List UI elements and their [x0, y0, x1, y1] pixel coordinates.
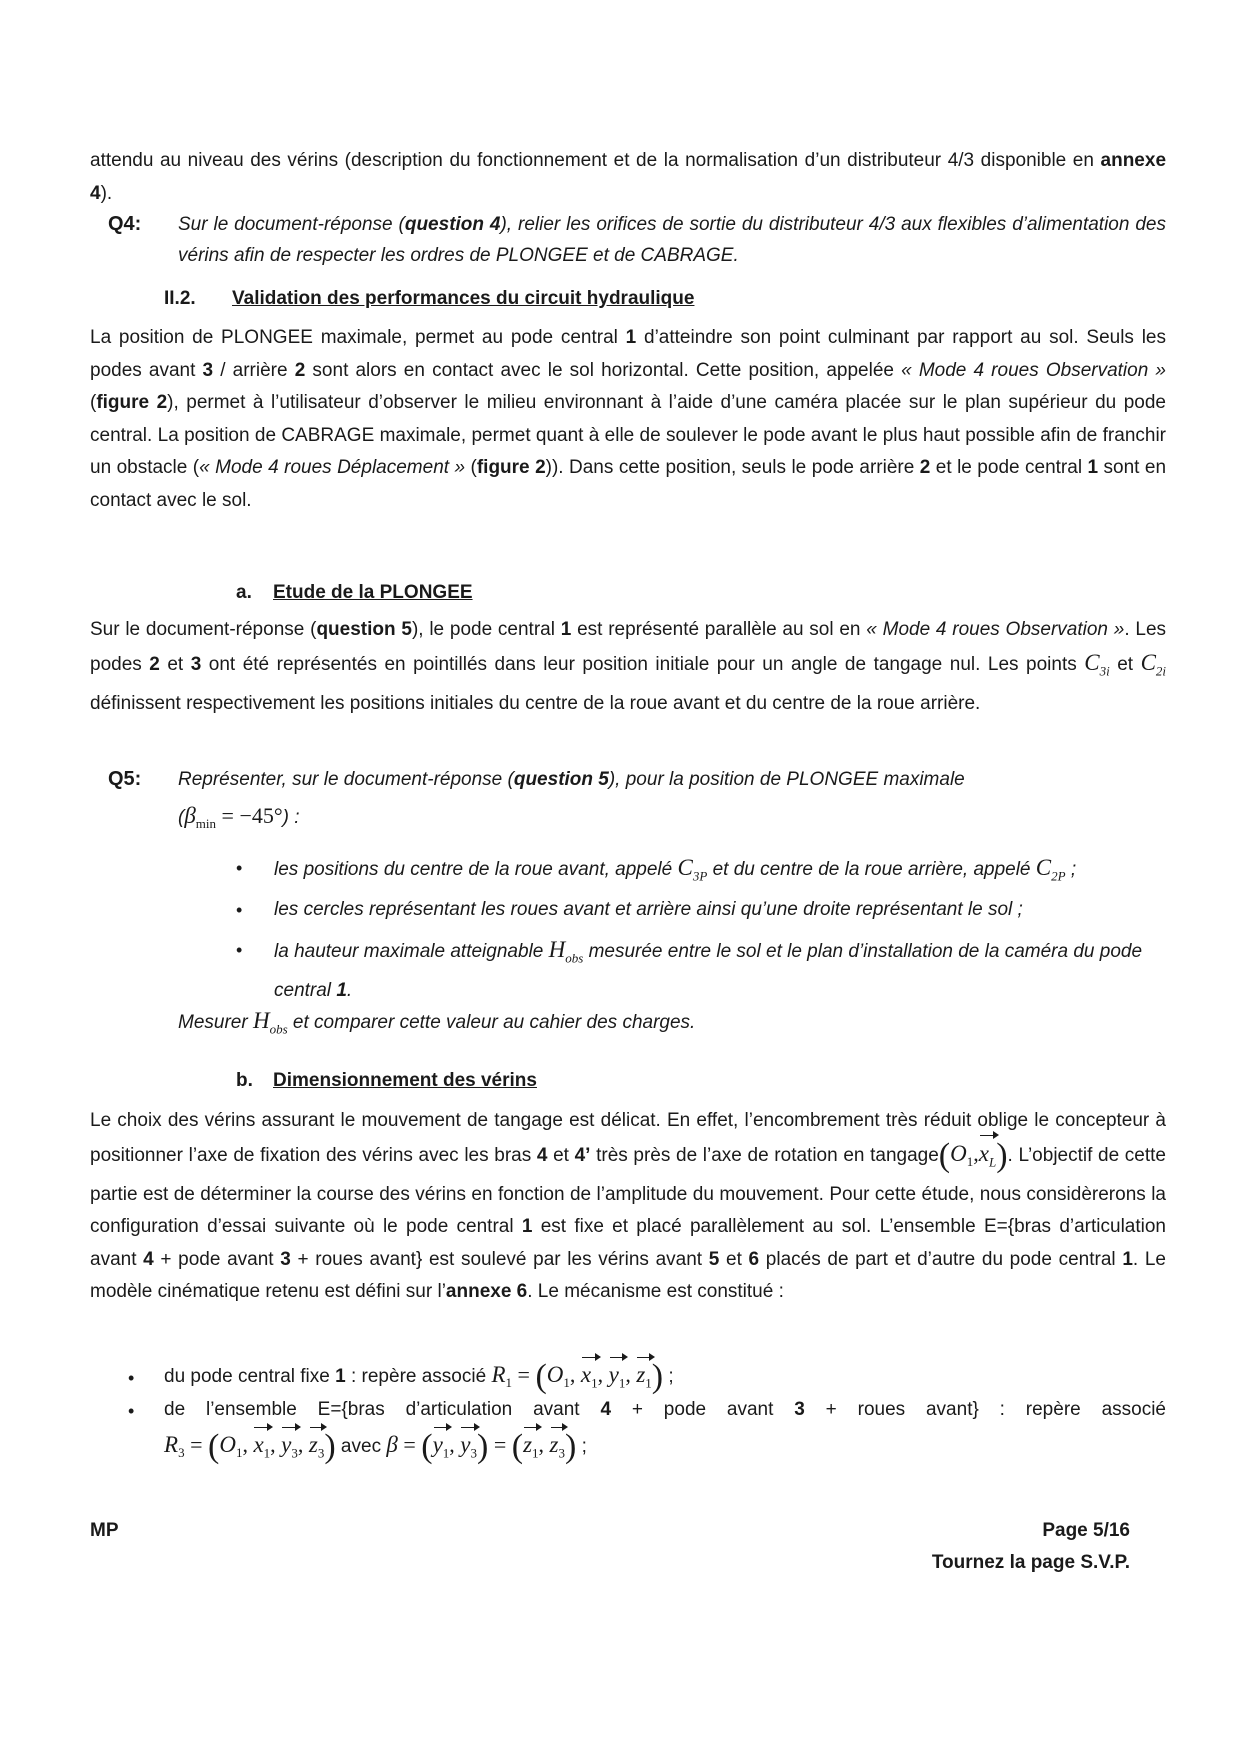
bullet-icon: •	[236, 900, 243, 920]
q5-bullet-1: les positions du centre de la roue avant, appelé $C_{3P}$ et du centre de la roue arrière, appelé $C_{2P}$ ;	[274, 855, 1077, 884]
footer-left: MP	[90, 1520, 119, 1541]
bullet-icon: •	[236, 940, 243, 960]
q5-measure: Mesurer $H_{obs}$ et comparer cette valeur au cahier des charges.	[178, 1008, 696, 1037]
c2i-symbol: $C_{2i}$	[1140, 649, 1167, 679]
page-number: Page 5/16	[1042, 1520, 1130, 1541]
section-title: Validation des performances du circuit hydraulique	[232, 288, 695, 309]
q4-label: Q4:	[108, 213, 142, 235]
q5-label: Q5:	[108, 768, 142, 790]
c3i-symbol: $C_{3i}$	[1084, 649, 1110, 679]
bullet-icon: •	[128, 1368, 135, 1388]
q5-bullet-3: la hauteur maximale atteignable $H_{obs}$ mesurée entre le sol et le plan d’installation de la caméra du pode central 1.	[274, 937, 1143, 1001]
intro-end: ).	[100, 182, 113, 204]
q4-text: Sur le document-réponse (question 4), relier les orifices de sortie du distributeur 4/3 aux flexibles d’alimentation des vérins afin de respecter les ordres de PLONGEE et de CABRAGE.	[178, 214, 1166, 266]
q5-bullet-2: les cercles représentant les roues avant et arrière ainsi qu’une droite représentant le sol ;	[274, 899, 1023, 920]
sub-a-letter: a.	[236, 582, 252, 603]
beta-min-expression: $(\beta_{min} = -45^\circ)$ :	[178, 803, 300, 831]
q5-text: Représenter, sur le document-réponse (question 5), pour la position de PLONGEE maximale	[178, 769, 965, 790]
list-item-ensemble-e: de l’ensemble E={bras d’articulation avant 4 + pode avant 3 + roues avant} : repère associé	[164, 1399, 1166, 1420]
sub-b-title: Dimensionnement des vérins	[273, 1070, 537, 1091]
section-number: II.2.	[164, 288, 196, 309]
intro-paragraph	[90, 145, 1166, 210]
etude-plongee-paragraph: Sur le document-réponse (question 5), le pode central 1 est représenté parallèle au sol en « Mode 4 roues Observation ». Les podes 2 et 3 ont été représentés en pointillés dans leur position initiale pour un angle de tangage nul. Les points $C_{3i}$ et $C_{2i}$ définissent respectivement les positions initiales du centre de la roue avant et du centre de la roue arrière.	[90, 619, 1167, 714]
plongee-paragraph: La position de PLONGEE maximale, permet au pode central 1 d’atteindre son point culminant par rapport au sol. Seuls les podes avant 3 / arrière 2 sont alors en contact avec le sol horizontal. Cette position, appelée « Mode 4 roues Observation » (figure 2), permet à l’utilisateur d’observer le milieu environnant à l’aide d’une caméra placée sur le plan supérieur du pode central. La position de CABRAGE maximale, permet quant à elle de soulever le pode avant le plus haut possible afin de franchir un obstacle (« Mode 4 roues Déplacement » (figure 2)). Dans cette position, seuls le pode arrière 2 et le pode central 1 sont en contact avec le sol.	[90, 327, 1167, 511]
sub-a-title: Etude de la PLONGEE	[273, 582, 473, 603]
intro-bold: annexe 4	[90, 150, 1167, 204]
dimensionnement-paragraph: Le choix des vérins assurant le mouvement de tangage est délicat. En effet, l’encombrement très réduit oblige le concepteur à positionner l’axe de fixation des vérins avec les bras 4 et 4’ très près de l’axe de rotation en $tangage(O_1,x_L)$. L’objectif de cette partie est de déterminer la course des vérins en fonction de l’amplitude du mouvement. Pour cette étude, nous considèrerons la configuration d’essai suivante où le pode central 1 est fixe et placé parallèlement au sol. L’ensemble E={bras d’articulation avant 4 + pode avant 3 + roues avant} est soulevé par les vérins avant 5 et 6 placés de part et d’autre du pode central 1. Le modèle cinématique retenu est défini sur l’annexe 6. Le mécanisme est constitué :	[90, 1110, 1167, 1303]
list-item-pode-central: du pode central fixe 1 : repère associé $R_1 = (O_1$, $x_1$, $y_1$, $z_1$) ;	[164, 1360, 1166, 1399]
turn-page-note: Tournez la page S.V.P.	[931, 1552, 1130, 1573]
intro-text: attendu au niveau des vérins (description du fonctionnement et de la normalisation d’un distributeur 4/3 disponible en	[90, 150, 1094, 171]
list-item-ensemble-e-formula: $R_3 = (O_1$, $x_1$, $y_3$, $z_3$) avec $\beta = (y_1$, $y_3) = (z_1$, $z_3$) ;	[164, 1430, 1166, 1469]
bullet-icon: •	[128, 1401, 135, 1421]
sub-b-letter: b.	[236, 1070, 253, 1091]
bullet-icon: •	[236, 858, 243, 878]
vector-xl: $x_L$	[979, 1138, 996, 1179]
